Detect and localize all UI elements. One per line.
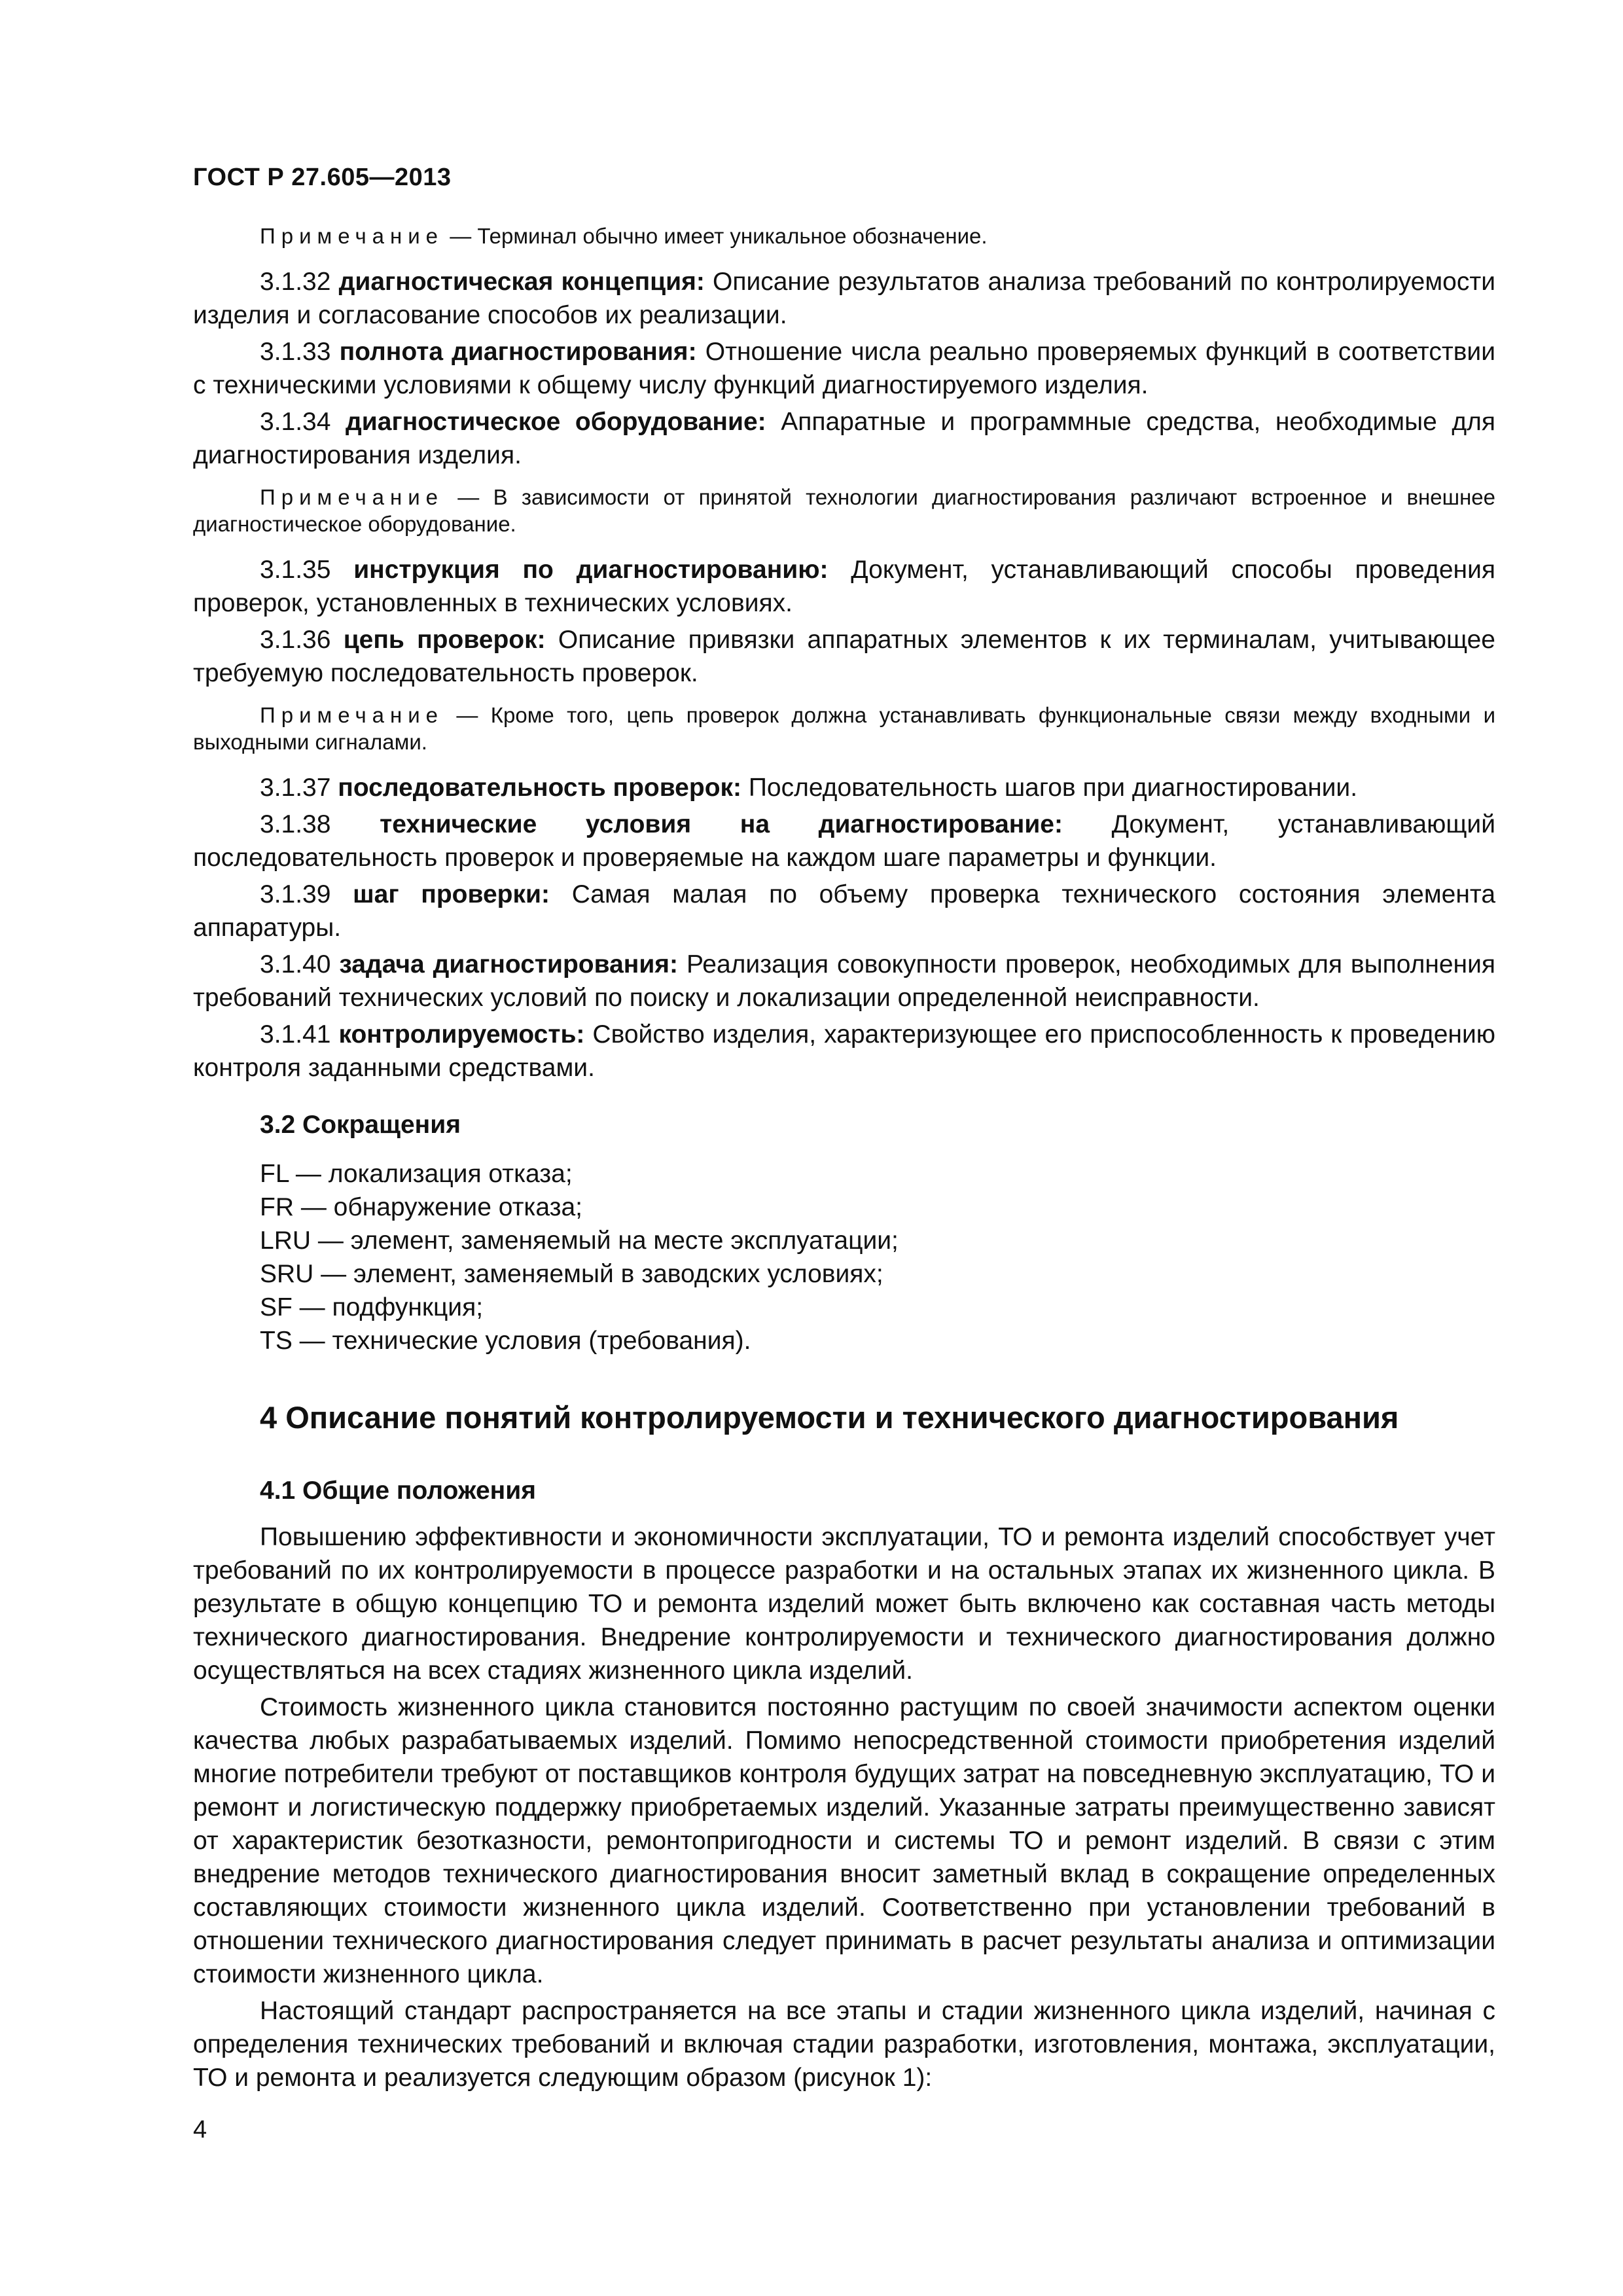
term-number: 3.1.39 — [260, 880, 331, 908]
term-name: полнота диагностирования: — [339, 338, 697, 366]
term-definition — [193, 1018, 1495, 1085]
term-number: 3.1.32 — [260, 268, 331, 296]
note-text: — В зависимости от принятой технологии диагностирования различают встроенное и внешнее диагностическое оборудование. — [193, 485, 1495, 536]
term-definition — [193, 948, 1495, 1014]
term-text: Отношение числа реально проверяемых функций в соответствии с техническими условиями к общему числу функций диагностируемого изделия. — [193, 338, 1495, 399]
section-heading-4-1: 4.1 Общие положения — [260, 1477, 536, 1505]
page-number: 4 — [193, 2116, 207, 2144]
term-name: контролируемость: — [338, 1020, 585, 1049]
note-text: — Терминал обычно имеет уникальное обозначение. — [450, 224, 988, 248]
term-text: Описание привязки аппаратных элементов к их терминалам, учитывающее требуемую последовательность проверок. — [193, 626, 1495, 687]
term-number: 3.1.34 — [260, 408, 331, 436]
terms-group-a — [193, 265, 1495, 472]
term-name: шаг проверки: — [353, 880, 550, 908]
term-text: Описание результатов анализа требований по контролируемости изделия и согласование способов их реализации. — [193, 268, 1495, 329]
terms-group-b — [193, 553, 1495, 690]
term-definition — [193, 335, 1495, 402]
term-number: 3.1.41 — [260, 1020, 331, 1049]
term-text: Свойство изделия, характеризующее его приспособленность к проведению контроля заданными средствами. — [193, 1020, 1495, 1082]
term-number: 3.1.40 — [260, 950, 331, 978]
terms-group-c — [193, 771, 1495, 1085]
term-text: Аппаратные и программные средства, необходимые для диагностирования изделия. — [193, 408, 1496, 469]
term-number: 3.1.33 — [260, 338, 331, 366]
term-text: Последовательность шагов при диагностировании. — [748, 774, 1358, 802]
note — [193, 484, 1495, 537]
term-name: диагностическая концепция: — [338, 268, 705, 296]
abbreviation-item: SF — подфункция; — [260, 1293, 484, 1321]
term-name: цепь проверок: — [343, 626, 546, 654]
note-label: Примечание — [260, 485, 444, 509]
note-label: Примечание — [260, 703, 444, 727]
term-definition — [193, 878, 1495, 944]
section-heading-4: 4 Описание понятий контролируемости и технического диагностирования — [260, 1400, 1399, 1435]
abbreviation-item: FL — локализация отказа; — [260, 1160, 573, 1188]
term-definition — [193, 553, 1495, 620]
term-name: диагностическое оборудование: — [346, 408, 766, 436]
abbreviations-list — [193, 1157, 1495, 1357]
abbreviation-item: SRU — элемент, заменяемый в заводских условиях; — [260, 1260, 883, 1288]
term-name: задача диагностирования: — [339, 950, 679, 978]
term-definition — [193, 808, 1495, 874]
abbreviation-item: TS — технические условия (требования). — [260, 1327, 751, 1355]
body-paragraph: Настоящий стандарт распространяется на все этапы и стадии жизненного цикла изделий, начиная с определения технических требований и включая стадии разработки, изготовления, монтажа, эксплуатации, ТО и ремонта и реализуется следующим образом (рисунок 1): — [193, 1997, 1495, 2092]
abbreviation-item: FR — обнаружение отказа; — [260, 1193, 583, 1221]
term-name: технические условия на диагностирование: — [380, 810, 1063, 838]
term-number: 3.1.37 — [260, 774, 331, 802]
section-heading-3-2: 3.2 Сокращения — [260, 1111, 461, 1139]
page-content — [193, 223, 1495, 2098]
term-number: 3.1.35 — [260, 556, 331, 584]
term-number: 3.1.36 — [260, 626, 331, 654]
term-text: Документ, устанавливающий способы проведения проверок, установленных в технических условиях. — [193, 556, 1495, 617]
body-paragraph: Стоимость жизненного цикла становится постоянно растущим по своей значимости аспектом оценки качества любых разрабатываемых изделий. Помимо непосредственной стоимости приобретения изделий многие потребители требуют от поставщиков контроля будущих затрат на повседневную эксплуатацию, ТО и ремонт и логистическую поддержку приобретаемых изделий. Указанные затраты преимущественно зависят от характеристик безотказности, ремонтопригодности и системы ТО и ремонт изделий. В связи с этим внедрение методов технического диагностирования вносит заметный вклад в сокращение определенных составляющих стоимости жизненного цикла изделий. Соответственно при установлении требований в отношении технического диагностирования следует принимать в расчет результаты анализа и оптимизации стоимости жизненного цикла. — [193, 1693, 1495, 1988]
term-name: последовательность проверок: — [338, 774, 742, 802]
note — [193, 702, 1495, 755]
term-definition — [193, 771, 1495, 804]
term-text: Реализация совокупности проверок, необходимых для выполнения требований технических условий по поиску и локализации определенной неисправности. — [193, 950, 1495, 1012]
term-definition — [193, 405, 1495, 472]
term-text: Самая малая по объему проверка технического состояния элемента аппаратуры. — [193, 880, 1496, 942]
term-number: 3.1.38 — [260, 810, 331, 838]
term-definition — [193, 623, 1495, 690]
abbreviation-item: LRU — элемент, заменяемый на месте эксплуатации; — [260, 1227, 899, 1255]
note-text: — Кроме того, цепь проверок должна устанавливать функциональные связи между входными и выходными сигналами. — [193, 703, 1495, 754]
body-paragraph: Повышению эффективности и экономичности эксплуатации, ТО и ремонта изделий способствует учет требований по их контролируемости в процессе разработки и на остальных этапах их жизненного цикла. В результате в общую концепцию ТО и ремонта изделий может быть включено как составная часть методы технического диагностирования. Внедрение контролируемости и технического диагностирования должно осуществляться на всех стадиях жизненного цикла изделий. — [193, 1523, 1495, 1685]
standard-header: ГОСТ Р 27.605—2013 — [193, 164, 452, 191]
term-text: Документ, устанавливающий последовательность проверок и проверяемые на каждом шаге параметры и функции. — [193, 810, 1495, 872]
term-definition — [193, 265, 1495, 332]
note-label: Примечание — [260, 224, 444, 248]
note — [193, 223, 1495, 249]
term-name: инструкция по диагностированию: — [353, 556, 829, 584]
